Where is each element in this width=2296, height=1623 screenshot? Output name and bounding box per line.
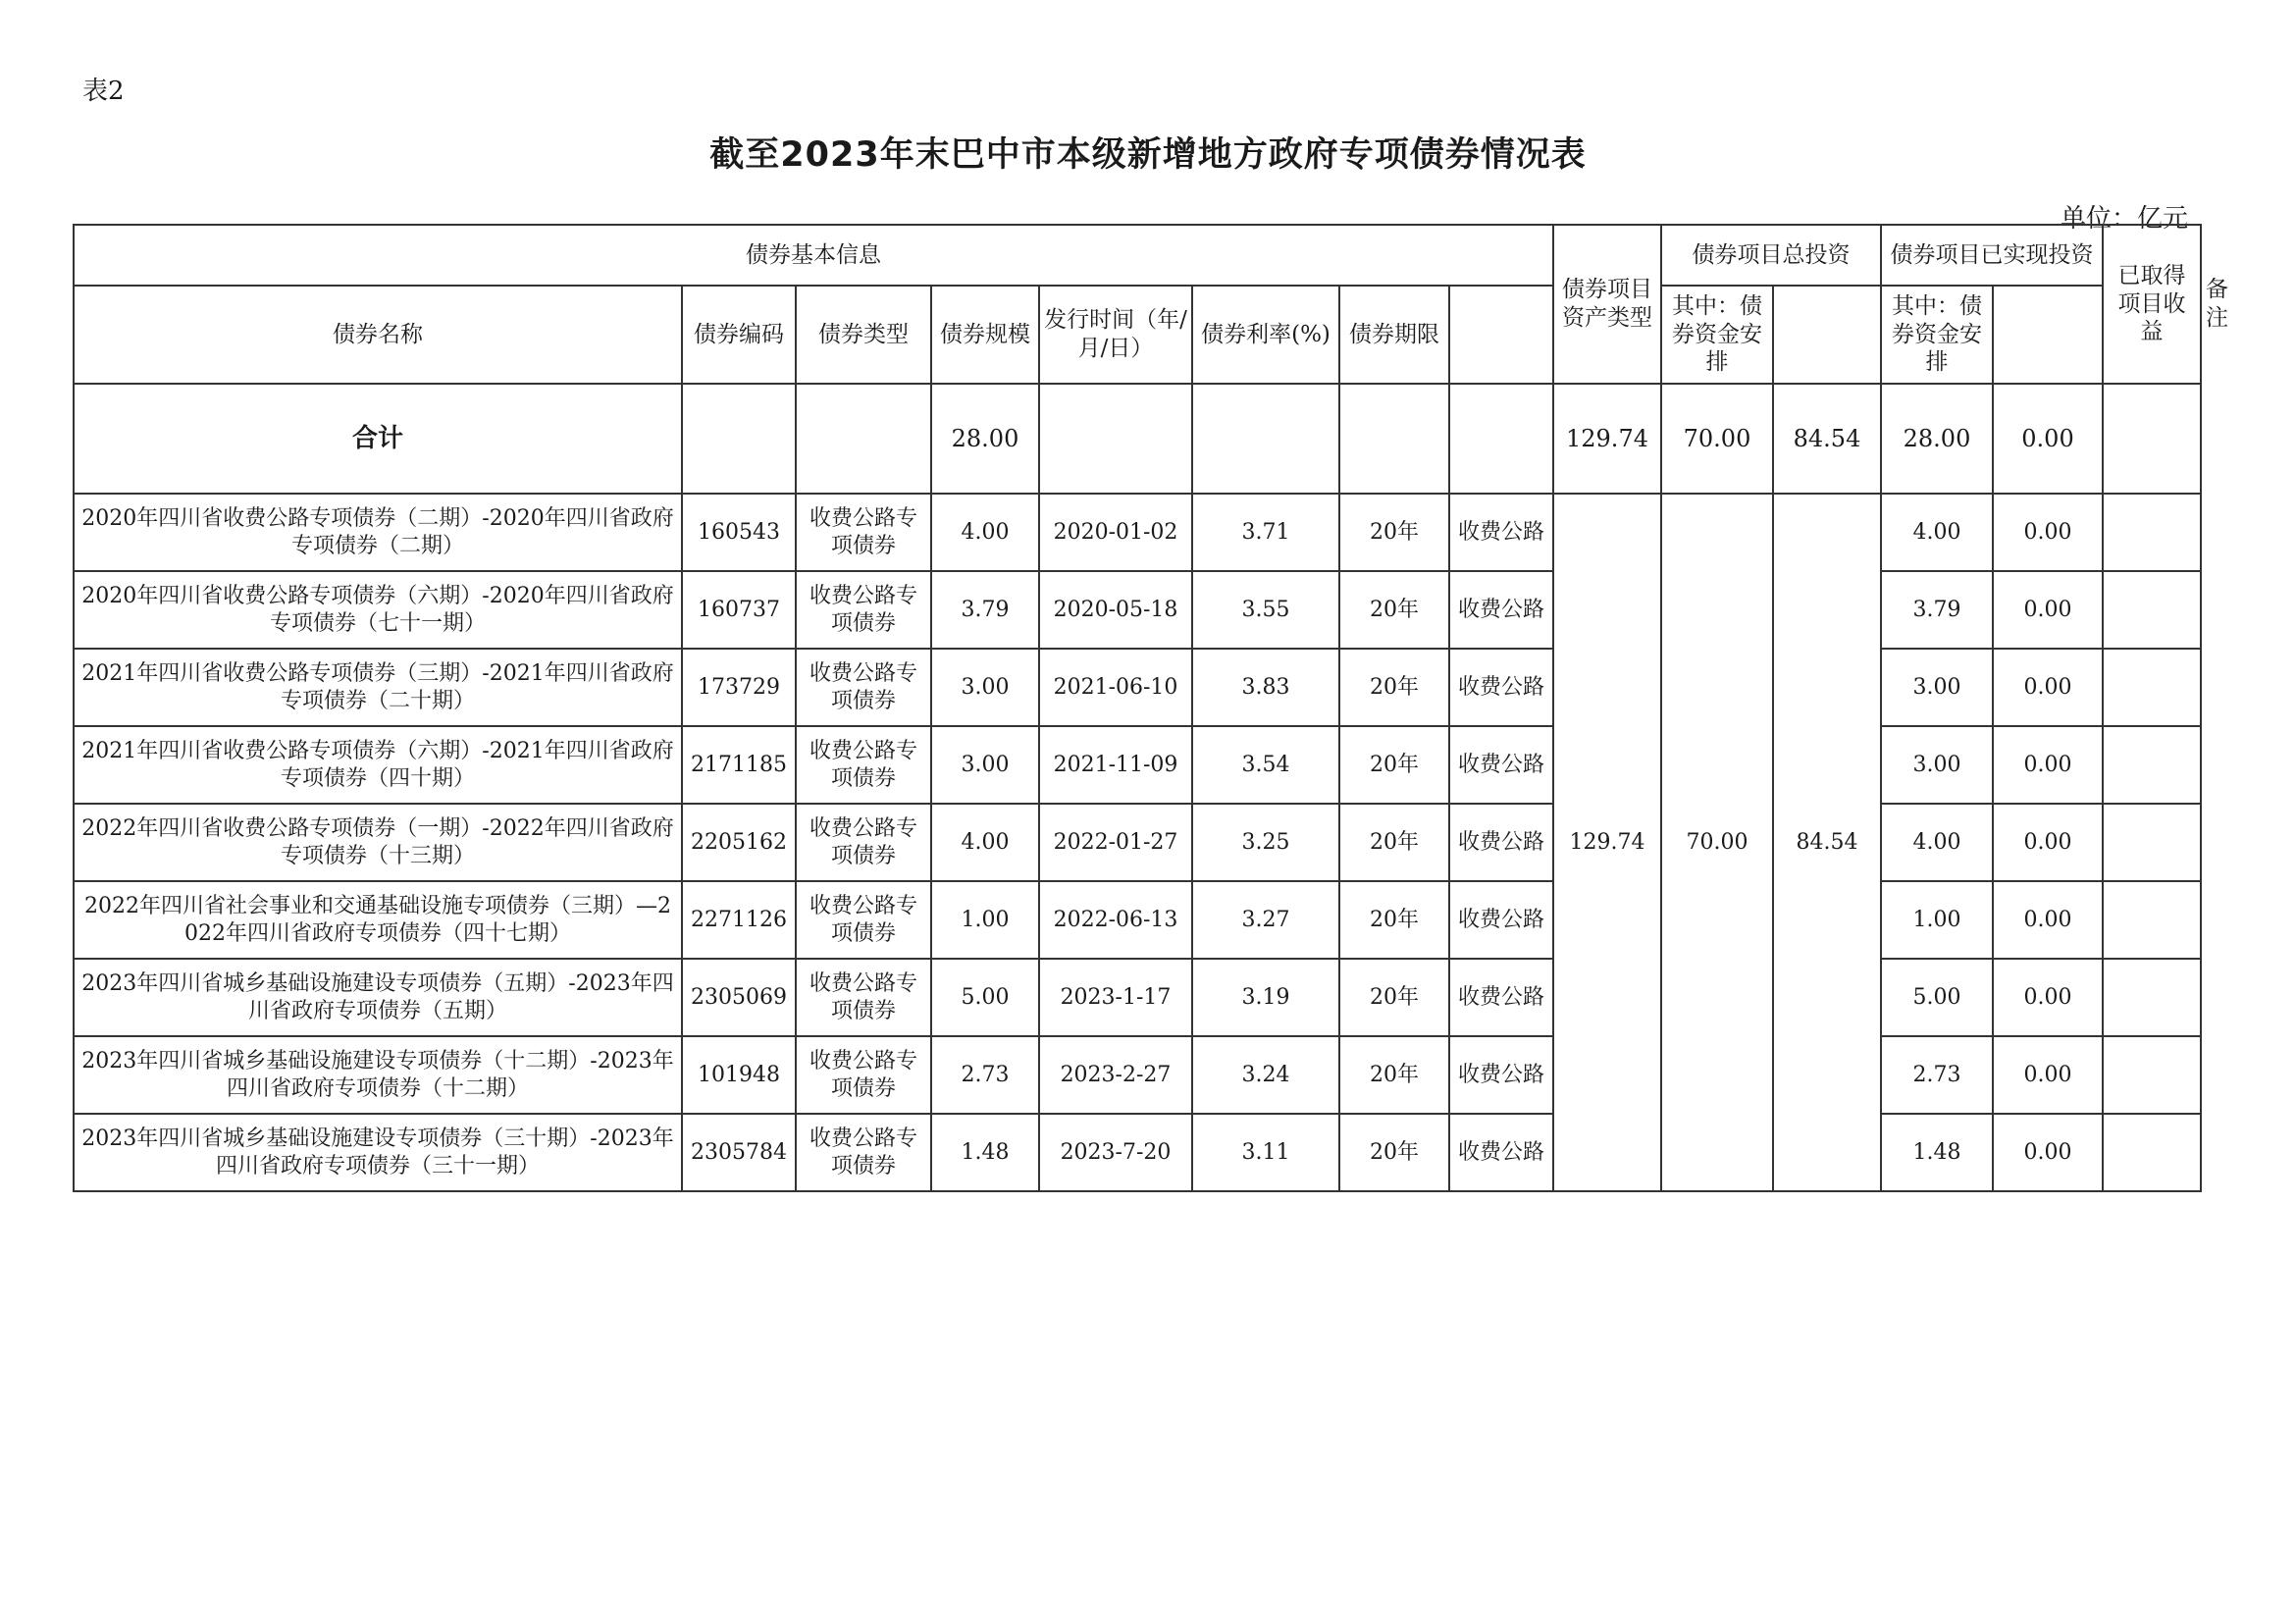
issue-date: 2020-05-18	[1039, 571, 1192, 649]
header-total-investment: 债券项目总投资	[1661, 225, 1881, 286]
realized-bond-arranged: 3.79	[1881, 571, 1993, 649]
bond-scale: 4.00	[931, 804, 1039, 881]
unit-label: 单位：亿元	[2060, 204, 2188, 234]
bond-name: 2022年四川省社会事业和交通基础设施专项债券（三期）—2022年四川省政府专项债券（四十七期）	[74, 881, 682, 959]
remarks-cell	[2103, 494, 2201, 571]
header-realized-investment: 债券项目已实现投资	[1881, 225, 2103, 286]
bond-rate: 3.11	[1192, 1114, 1339, 1191]
remarks-cell	[2103, 881, 2201, 959]
merged-realized-investment: 84.54	[1773, 494, 1881, 1191]
table-row	[74, 1114, 2201, 1191]
header-issue-date: 发行时间（年/月/日）	[1039, 286, 1192, 384]
bond-term: 20年	[1339, 804, 1449, 881]
bond-rate: 3.25	[1192, 804, 1339, 881]
bond-code: 2271126	[682, 881, 796, 959]
bond-term: 20年	[1339, 1036, 1449, 1114]
table-row	[74, 959, 2201, 1036]
bond-code: 2171185	[682, 726, 796, 804]
issue-date: 2023-7-20	[1039, 1114, 1192, 1191]
bond-type: 收费公路专项债券	[796, 881, 931, 959]
total-investment-bond: 70.00	[1661, 384, 1773, 494]
bond-scale: 5.00	[931, 959, 1039, 1036]
realized-bond-arranged: 5.00	[1881, 959, 1993, 1036]
bond-scale: 1.48	[931, 1114, 1039, 1191]
asset-type: 收费公路	[1449, 1114, 1553, 1191]
bond-term: 20年	[1339, 881, 1449, 959]
remarks-cell	[2103, 1114, 2201, 1191]
issue-date: 2021-06-10	[1039, 649, 1192, 726]
total-scale: 28.00	[931, 384, 1039, 494]
bond-code: 2305069	[682, 959, 796, 1036]
bond-code: 2205162	[682, 804, 796, 881]
remarks-cell	[2103, 726, 2201, 804]
bond-code: 2305784	[682, 1114, 796, 1191]
bond-term: 20年	[1339, 571, 1449, 649]
realized-bond-arranged: 3.00	[1881, 649, 1993, 726]
issue-date: 2022-06-13	[1039, 881, 1192, 959]
header-realized-blank	[1773, 286, 1881, 384]
remarks-cell	[2103, 571, 2201, 649]
header-type: 债券类型	[796, 286, 931, 384]
bond-code: 160543	[682, 494, 796, 571]
total-revenue: 0.00	[1993, 384, 2103, 494]
bond-name: 2021年四川省收费公路专项债券（六期）-2021年四川省政府专项债券（四十期）	[74, 726, 682, 804]
remarks-cell	[2103, 804, 2201, 881]
header-basic-info: 债券基本信息	[74, 225, 1553, 286]
bond-rate: 3.24	[1192, 1036, 1339, 1114]
bond-type: 收费公路专项债券	[796, 494, 931, 571]
bond-type: 收费公路专项债券	[796, 959, 931, 1036]
header-total-bond: 其中：债券资金安排	[1661, 286, 1773, 384]
bond-name: 2023年四川省城乡基础设施建设专项债券（十二期）-2023年四川省政府专项债券（十二期）	[74, 1036, 682, 1114]
table-row	[74, 494, 2201, 571]
table-row	[74, 1036, 2201, 1114]
table-row	[74, 649, 2201, 726]
bond-rate: 3.27	[1192, 881, 1339, 959]
total-realized-bond: 28.00	[1881, 384, 1993, 494]
table-label: 表2	[82, 77, 125, 106]
bond-code: 173729	[682, 649, 796, 726]
realized-bond-arranged: 4.00	[1881, 804, 1993, 881]
project-revenue: 0.00	[1993, 571, 2103, 649]
bond-term: 20年	[1339, 649, 1449, 726]
total-type	[796, 384, 931, 494]
project-revenue: 0.00	[1993, 959, 2103, 1036]
bond-name: 2020年四川省收费公路专项债券（二期）-2020年四川省政府专项债券（二期）	[74, 494, 682, 571]
total-label: 合计	[74, 384, 682, 494]
asset-type: 收费公路	[1449, 571, 1553, 649]
bond-type: 收费公路专项债券	[796, 804, 931, 881]
bond-name: 2021年四川省收费公路专项债券（三期）-2021年四川省政府专项债券（二十期）	[74, 649, 682, 726]
page-title: 截至2023年末巴中市本级新增地方政府专项债券情况表	[709, 135, 1587, 175]
asset-type: 收费公路	[1449, 959, 1553, 1036]
table-row	[74, 804, 2201, 881]
total-asset	[1449, 384, 1553, 494]
bond-term: 20年	[1339, 959, 1449, 1036]
bond-term: 20年	[1339, 494, 1449, 571]
realized-bond-arranged: 4.00	[1881, 494, 1993, 571]
bond-table: 债券基本信息 债券项目资产类型 债券项目总投资 债券项目已实现投资 已取得项目收益 备注 债券名称 债券编码 债券类型 债券规模 发行时间（年/月/日） 债券利率(%) 债券期限 其中：债券资金安排 其中：债券资金安排 合计 28.00 129.74 70.00 84.54 28.00 0.00 2020年四川省收费公路专项债券（二期）-2020年四川省政府专项债券（二期） 160543 收费公路专项债券 4.00 2020-01-02 3.71 20年 收费公路 129.74 70.00 84.54 4.00 0.00 2020年四川省收费公路专项债券（六期）-2020年四川省政府专项债券（七十一期） 160737 收费公路专项债券 3.79 2020-05-18 3.55 20年 收费公路 3.79 0.00 2021年四川省收费公路专项债券（三期）-2021年四川省政府专项债券（二十期） 173729 收费公路专项债券 3.00 2021-06-10 3.83 20年 收费公路 3.00 0.00 2021年四川省收费公路专项债券（六期）-2021年四川省政府专项债券（四十期） 2171185 收费公路专项债券 3.00 2021-11-09 3.54 20年 收费公路 3.00 0.00 2022年四川省收费公路专项债券（一期）-2022年四川省政府专项债券（十三期） 2205162 收费公路专项债券 4.00 2022-01-27 3.25 20年 收费公路 4.00 0.00 2022年四川省社会事业和交通基础设施专项债券（三期）—2022年四川省政府专项债券（四十七期） 2271126 收费公路专项债券 1.00 2022-06-13 3.27 20年 收费公路 1.00 0.00 2023年四川省城乡基础设施建设专项债券（五期）-2023年四川省政府专项债券（五期） 2305069 收费公路专项债券 5.00 2023-1-17 3.19 20年 收费公路 5.00 0.00 2023年四川省城乡基础设施建设专项债券（十二期）-2023年四川省政府专项债券（十二期） 101948 收费公路专项债券 2.73 2023-2-27 3.24 20年 收费公路 2.73 0.00 2023年四川省城乡基础设施建设专项债券（三十期）-2023年四川省政府专项债券（三十一期） 2305784 收费公路专项债券 1.48 2023-7-20 3.11 20年 收费公路 1.48 0.00	[73, 224, 2202, 1192]
asset-type: 收费公路	[1449, 726, 1553, 804]
total-rate	[1192, 384, 1339, 494]
bond-term: 20年	[1339, 1114, 1449, 1191]
header-name: 债券名称	[74, 286, 682, 384]
bond-name: 2022年四川省收费公路专项债券（一期）-2022年四川省政府专项债券（十三期）	[74, 804, 682, 881]
bond-scale: 3.00	[931, 649, 1039, 726]
bond-rate: 3.71	[1192, 494, 1339, 571]
total-row	[74, 384, 2201, 494]
header-rate: 债券利率(%)	[1192, 286, 1339, 384]
header-realized-bond: 其中：债券资金安排	[1881, 286, 1993, 384]
project-revenue: 0.00	[1993, 494, 2103, 571]
header-total-blank	[1449, 286, 1553, 384]
bond-scale: 4.00	[931, 494, 1039, 571]
project-revenue: 0.00	[1993, 649, 2103, 726]
bond-scale: 1.00	[931, 881, 1039, 959]
bond-rate: 3.83	[1192, 649, 1339, 726]
bond-type: 收费公路专项债券	[796, 726, 931, 804]
asset-type: 收费公路	[1449, 881, 1553, 959]
realized-bond-arranged: 3.00	[1881, 726, 1993, 804]
remarks-cell	[2103, 1036, 2201, 1114]
bond-name: 2020年四川省收费公路专项债券（六期）-2020年四川省政府专项债券（七十一期）	[74, 571, 682, 649]
asset-type: 收费公路	[1449, 649, 1553, 726]
realized-bond-arranged: 2.73	[1881, 1036, 1993, 1114]
bond-code: 160737	[682, 571, 796, 649]
header-scale: 债券规模	[931, 286, 1039, 384]
issue-date: 2023-1-17	[1039, 959, 1192, 1036]
total-date	[1039, 384, 1192, 494]
bond-rate: 3.54	[1192, 726, 1339, 804]
bond-type: 收费公路专项债券	[796, 571, 931, 649]
header-term: 债券期限	[1339, 286, 1449, 384]
asset-type: 收费公路	[1449, 1036, 1553, 1114]
issue-date: 2023-2-27	[1039, 1036, 1192, 1114]
total-term	[1339, 384, 1449, 494]
project-revenue: 0.00	[1993, 804, 2103, 881]
table-row	[74, 881, 2201, 959]
issue-date: 2021-11-09	[1039, 726, 1192, 804]
bond-type: 收费公路专项债券	[796, 1036, 931, 1114]
project-revenue: 0.00	[1993, 726, 2103, 804]
table-row	[74, 726, 2201, 804]
asset-type: 收费公路	[1449, 804, 1553, 881]
bond-name: 2023年四川省城乡基础设施建设专项债券（三十期）-2023年四川省政府专项债券（三十一期）	[74, 1114, 682, 1191]
issue-date: 2020-01-02	[1039, 494, 1192, 571]
realized-bond-arranged: 1.00	[1881, 881, 1993, 959]
remarks-cell	[2103, 649, 2201, 726]
total-investment: 129.74	[1553, 384, 1661, 494]
merged-total-investment: 129.74	[1553, 494, 1661, 1191]
bond-type: 收费公路专项债券	[796, 649, 931, 726]
bond-rate: 3.19	[1192, 959, 1339, 1036]
project-revenue: 0.00	[1993, 1036, 2103, 1114]
bond-name: 2023年四川省城乡基础设施建设专项债券（五期）-2023年四川省政府专项债券（五期）	[74, 959, 682, 1036]
header-code: 债券编码	[682, 286, 796, 384]
realized-bond-arranged: 1.48	[1881, 1114, 1993, 1191]
asset-type: 收费公路	[1449, 494, 1553, 571]
table-row	[74, 571, 2201, 649]
bond-type: 收费公路专项债券	[796, 1114, 931, 1191]
bond-term: 20年	[1339, 726, 1449, 804]
bond-scale: 2.73	[931, 1036, 1039, 1114]
bond-scale: 3.79	[931, 571, 1039, 649]
total-remarks	[2103, 384, 2201, 494]
total-code	[682, 384, 796, 494]
total-realized: 84.54	[1773, 384, 1881, 494]
remarks-cell	[2103, 959, 2201, 1036]
header-revenue: 已取得项目收益	[2103, 225, 2201, 384]
bond-rate: 3.55	[1192, 571, 1339, 649]
bond-code: 101948	[682, 1036, 796, 1114]
merged-total-investment-bond: 70.00	[1661, 494, 1773, 1191]
project-revenue: 0.00	[1993, 881, 2103, 959]
bond-scale: 3.00	[931, 726, 1039, 804]
issue-date: 2022-01-27	[1039, 804, 1192, 881]
project-revenue: 0.00	[1993, 1114, 2103, 1191]
header-asset-type: 债券项目资产类型	[1553, 225, 1661, 384]
